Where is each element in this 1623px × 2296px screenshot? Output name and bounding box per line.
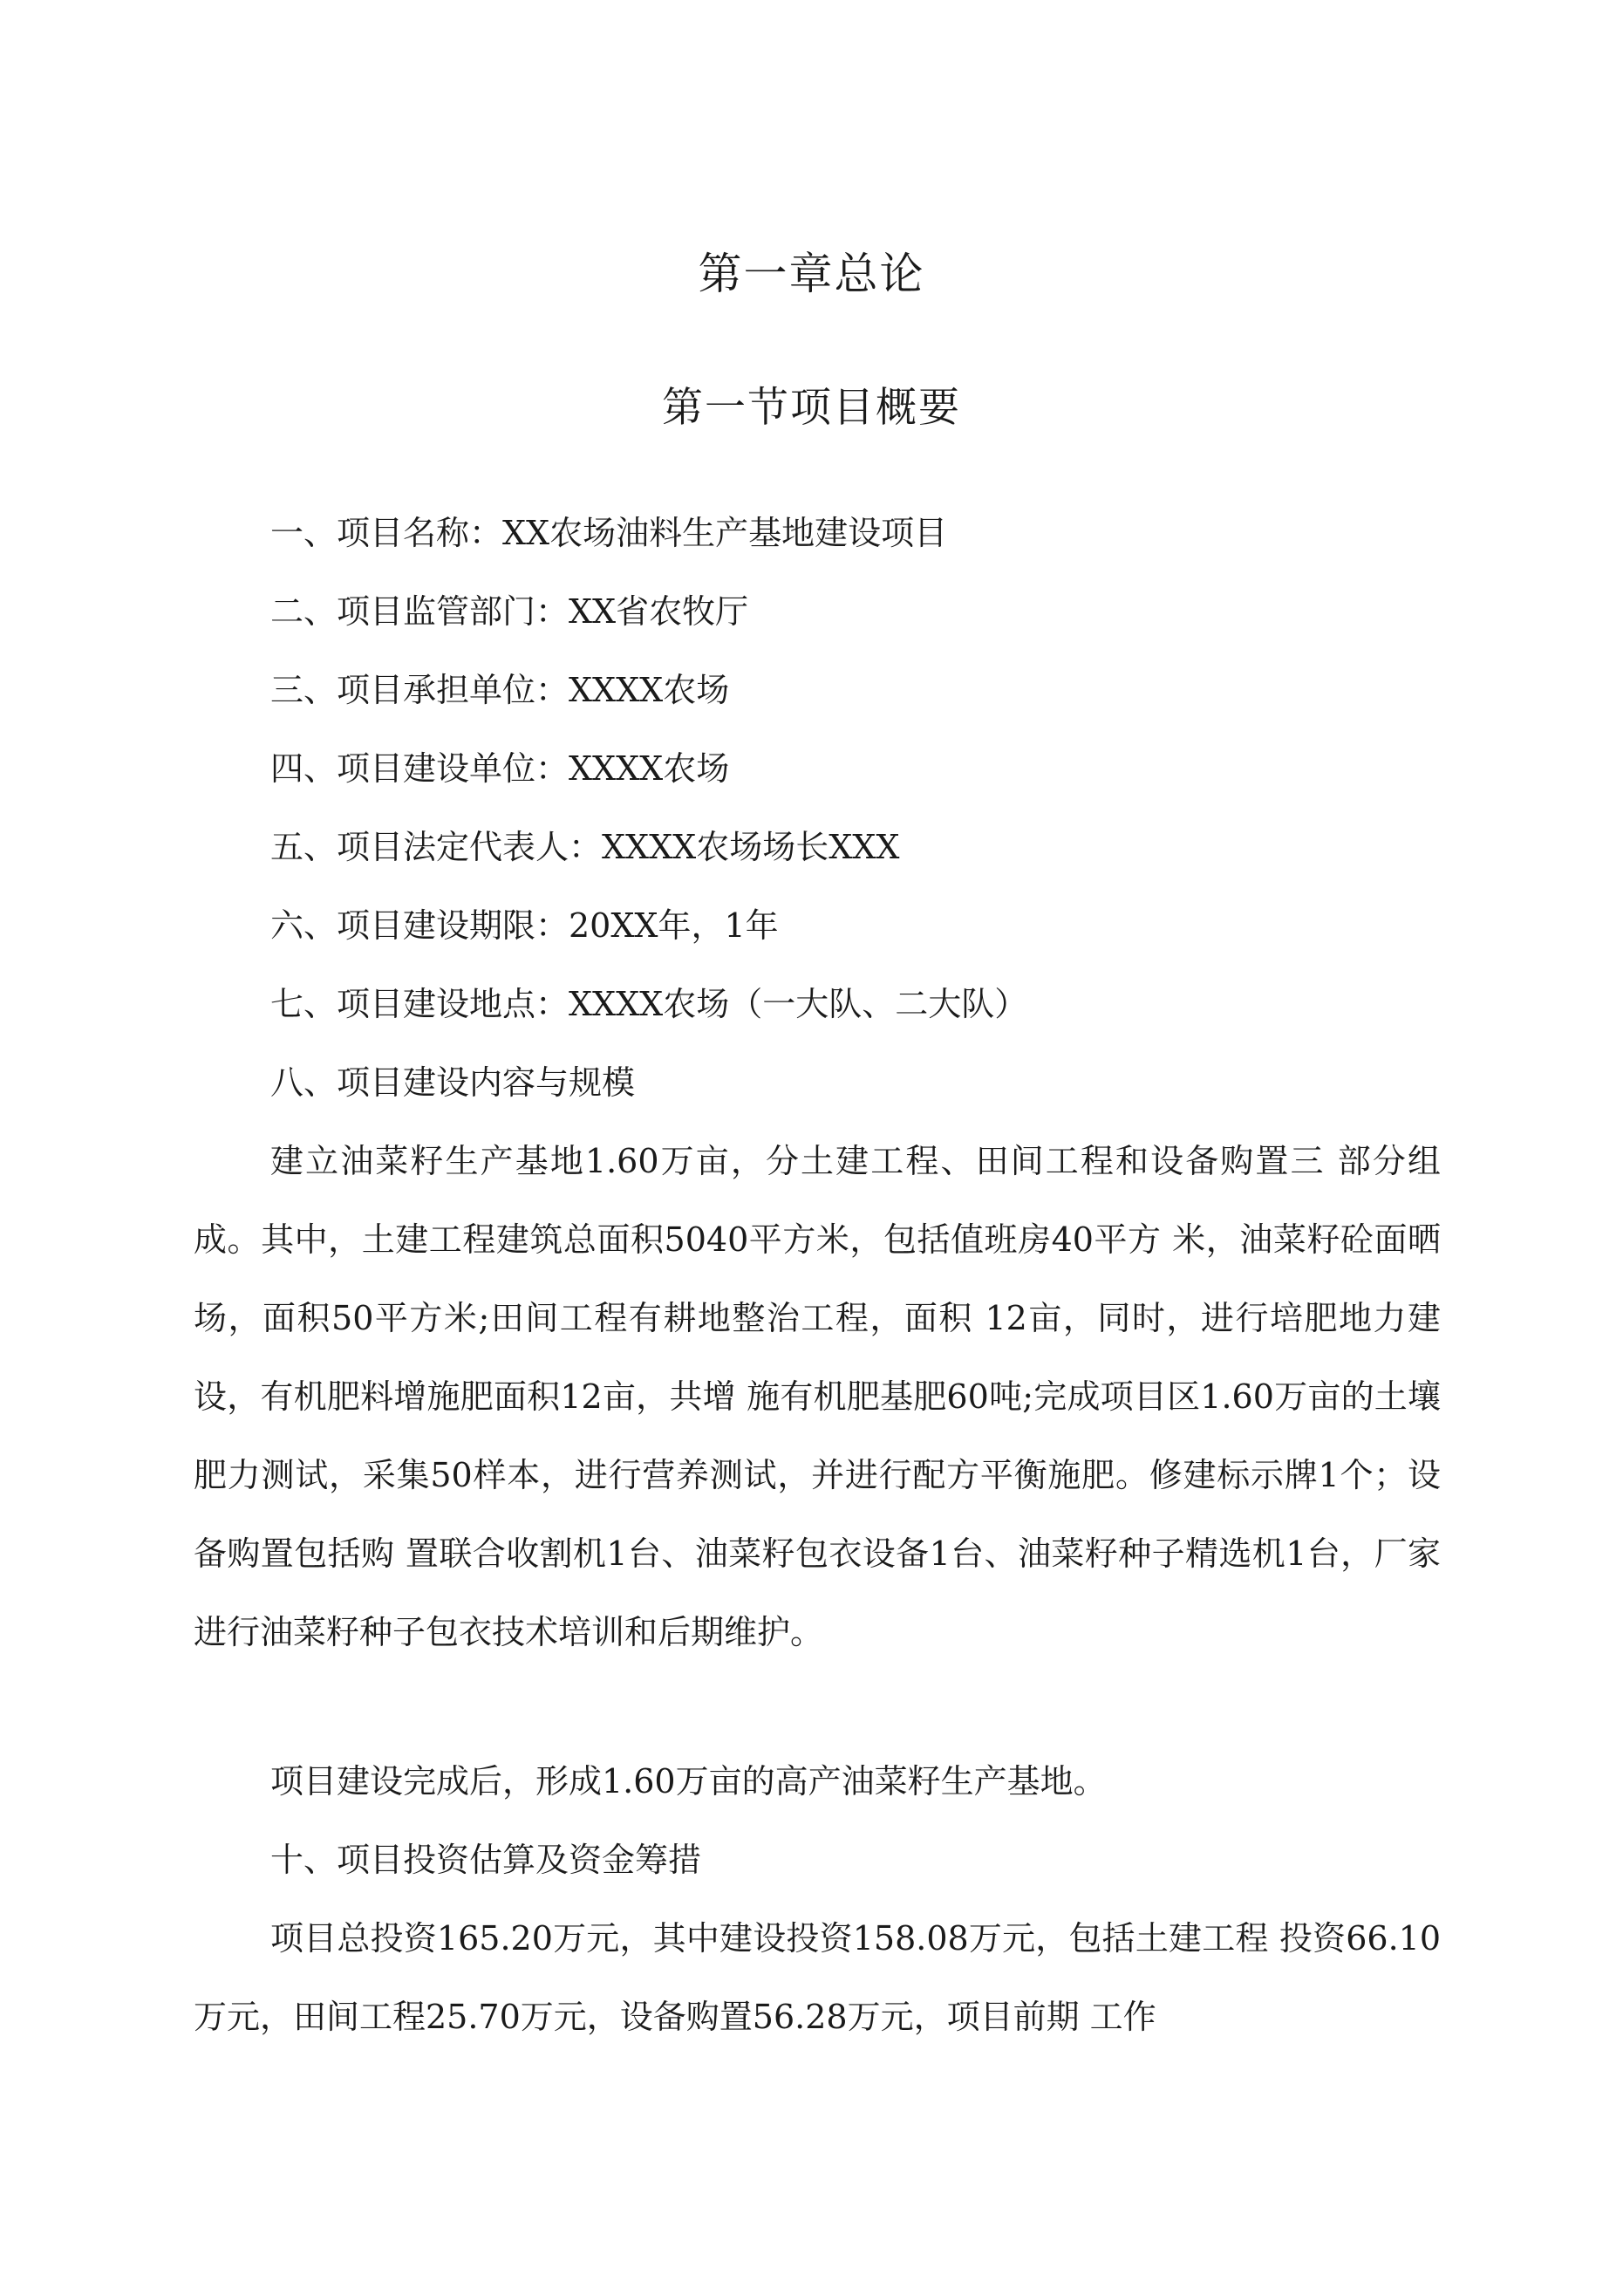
construction-content-heading: 八、项目建设内容与规模 [270,1063,636,1102]
project-name-item: 一、项目名称：XX农场油料生产基地建设项目 [270,514,948,552]
supervising-department-item: 二、项目监管部门：XX省农牧厅 [270,592,749,631]
construction-location-item: 七、项目建设地点：XXXX农场（一大队、二大队） [270,985,1028,1023]
construction-period-item: 六、项目建设期限：20XX年，1年 [270,906,779,945]
legal-representative-item: 五、项目法定代表人：XXXX农场场长XXX [270,828,900,866]
investment-heading: 十、项目投资估算及资金筹措 [270,1841,702,1879]
undertaking-unit-item: 三、项目承担单位：XXXX农场 [270,671,730,709]
section-title: 第一节项目概要 [662,384,961,432]
project-info-list [270,494,1448,1122]
completion-paragraph: 项目建设完成后，形成1.60万亩的高产油菜籽生产基地。 [270,1762,1107,1801]
construction-content-paragraph: 建立油菜籽生产基地1.60万亩，分土建工程、田间工程和设备购置三 部分组成。其中，土建工程建筑总面积5040平方米，包括值班房40平方 米，油菜籽砼面晒场，面积50平方米;田间工程有耕地整治工程，面积 12亩，同时，进行培肥地力建设，有机肥料增施肥面积12亩，共增 施有机肥基肥60吨;完成项目区1.60万亩的土壤肥力测试，采集50样本，进行营养测试，并进行配方平衡施肥。修建标示牌1个；设备购置包括购 置联合收割机1台、油菜籽包衣设备1台、油菜籽种子精选机1台，厂家 进行油菜籽种子包衣技术培训和后期维护。 [194,1142,1441,1651]
chapter-title: 第一章总论 [698,249,925,299]
construction-unit-item: 四、项目建设单位：XXXX农场 [270,749,730,788]
investment-paragraph: 项目总投资165.20万元，其中建设投资158.08万元，包括土建工程 投资66.10万元，田间工程25.70万元，设备购置56.28万元，项目前期 工作 [194,1919,1441,2036]
